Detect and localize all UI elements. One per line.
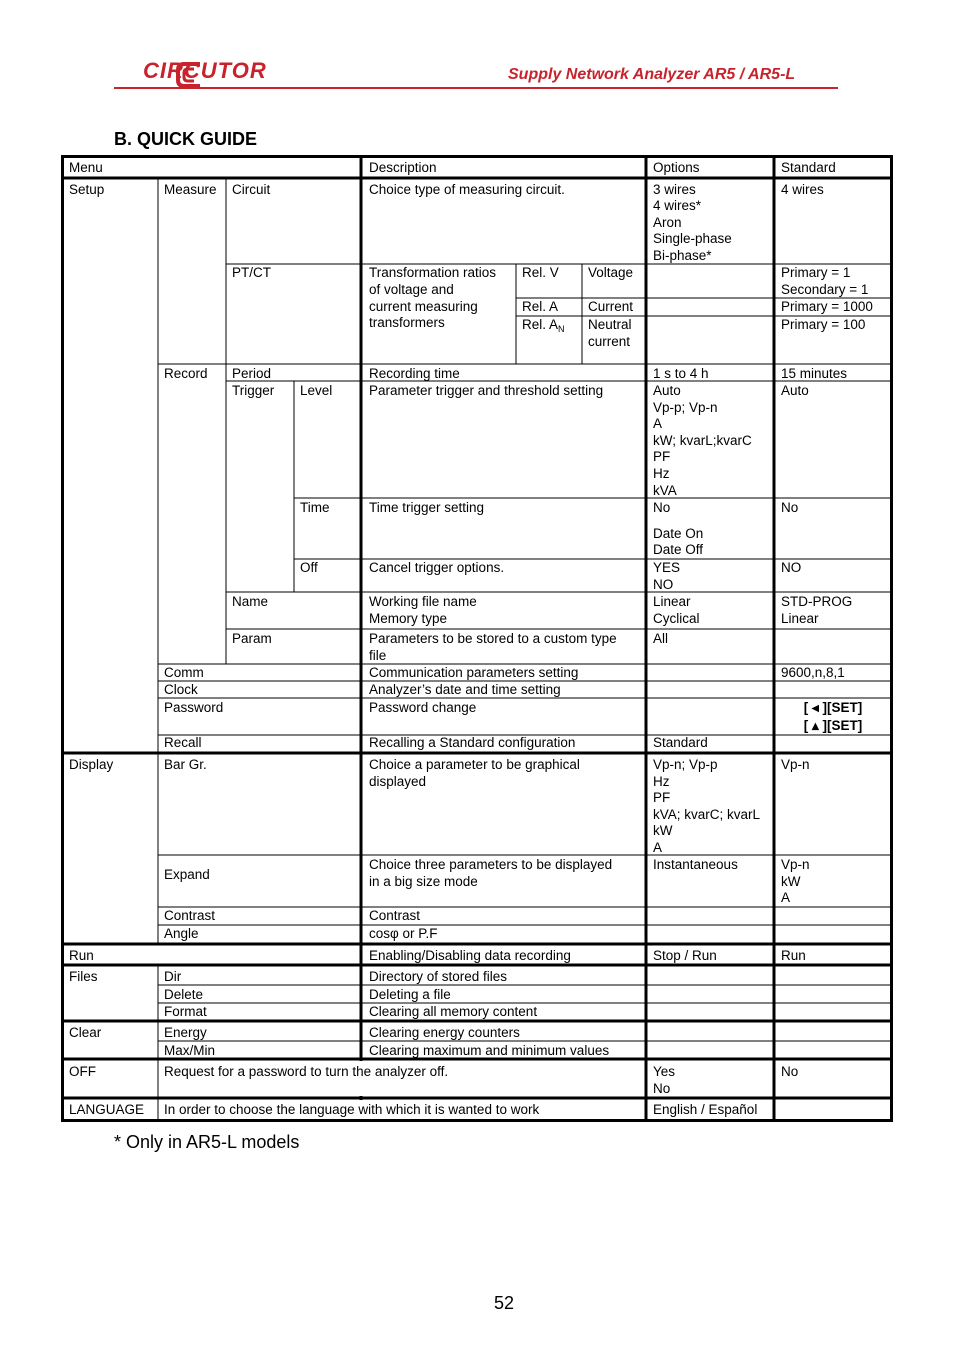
name-description: Working file name: [369, 594, 477, 609]
ptct-description: transformers: [369, 315, 445, 330]
password-description: Password change: [369, 700, 477, 715]
menu-contrast: Contrast: [164, 908, 216, 923]
rel-v-standard: Primary = 1: [781, 265, 851, 280]
circuit-option: Bi-phase*: [653, 248, 712, 263]
name-standard: STD-PROG: [781, 594, 853, 609]
level-description: Parameter trigger and threshold setting: [369, 383, 604, 398]
time-option: Date Off: [653, 542, 704, 557]
param-options: All: [653, 631, 669, 646]
off-trigger-option: NO: [653, 577, 674, 592]
menu-comm: Comm: [164, 665, 204, 680]
period-description: Recording time: [369, 366, 460, 381]
bargr-description: displayed: [369, 774, 427, 789]
document-title: Supply Network Analyzer AR5 / AR5-L: [508, 66, 796, 83]
param-description: file: [369, 648, 387, 663]
bargr-option: Vp-n; Vp-p: [653, 757, 718, 772]
quick-guide-table-grid: [61, 155, 893, 1122]
time-option: Date On: [653, 526, 704, 541]
name-standard: Linear: [781, 611, 819, 626]
circuit-option: Single-phase: [653, 231, 732, 246]
menu-period: Period: [232, 366, 272, 381]
menu-maxmin: Max/Min: [164, 1043, 216, 1058]
menu-files: Files: [69, 969, 98, 984]
menu-ptct: PT/CT: [232, 265, 271, 280]
run-description: Enabling/Disabling data recording: [369, 948, 571, 963]
name-option: Linear: [653, 594, 691, 609]
bargr-description: Choice a parameter to be graphical: [369, 757, 580, 772]
rel-a-current: Current: [588, 299, 634, 314]
page-number: 52: [494, 1293, 515, 1313]
format-description: Clearing all memory content: [369, 1004, 538, 1019]
password-standard: [ ▴ ][SET]: [803, 718, 863, 733]
bargr-standard: Vp-n: [781, 757, 810, 772]
off-trigger-standard: NO: [781, 560, 802, 575]
circuit-option: 4 wires*: [653, 198, 702, 213]
circuit-description: Choice type of measuring circuit.: [369, 182, 565, 197]
menu-setup: Setup: [69, 182, 105, 197]
menu-measure: Measure: [164, 182, 217, 197]
energy-description: Clearing energy counters: [369, 1025, 520, 1040]
ptct-description: current measuring: [369, 299, 478, 314]
period-standard: 15 minutes: [781, 366, 848, 381]
menu-level: Level: [300, 383, 333, 398]
level-option: kW; kvarL;kvarC: [653, 433, 752, 448]
rel-a-standard: Primary = 1000: [781, 299, 873, 314]
bargr-option: Hz: [653, 774, 670, 789]
expand-description: Choice three parameters to be displayed: [369, 857, 613, 872]
level-option: Hz: [653, 466, 670, 481]
menu-dir: Dir: [164, 969, 182, 984]
time-standard: No: [781, 500, 799, 515]
recall-description: Recalling a Standard configuration: [369, 735, 576, 750]
menu-off-trigger: Off: [300, 560, 318, 575]
menu-clock: Clock: [164, 682, 198, 697]
circuit-option: 3 wires: [653, 182, 696, 197]
menu-circuit: Circuit: [232, 182, 271, 197]
comm-description: Communication parameters setting: [369, 665, 579, 680]
rel-v-voltage: Voltage: [588, 265, 634, 280]
rel-a: Rel. A: [522, 299, 559, 314]
section-title: B. QUICK GUIDE: [114, 129, 258, 149]
menu-clear: Clear: [69, 1025, 102, 1040]
maxmin-description: Clearing maximum and minimum values: [369, 1043, 610, 1058]
language-options: English / Español: [653, 1102, 758, 1117]
bargr-option: PF: [653, 790, 671, 805]
menu-bargr: Bar Gr.: [164, 757, 207, 772]
run-options: Stop / Run: [653, 948, 717, 963]
bargr-option: kW: [653, 823, 673, 838]
menu-time: Time: [300, 500, 330, 515]
period-options: 1 s to 4 h: [653, 366, 709, 381]
bargr-option: kVA; kvarC; kvarL: [653, 807, 761, 822]
off-trigger-description: Cancel trigger options.: [369, 560, 505, 575]
off-description: Request for a password to turn the analyzer off.: [164, 1064, 449, 1079]
off-option: Yes: [653, 1064, 676, 1079]
dir-description: Directory of stored files: [369, 969, 508, 984]
menu-trigger: Trigger: [232, 383, 275, 398]
delete-description: Deleting a file: [369, 987, 451, 1002]
ptct-description: of voltage and: [369, 282, 454, 297]
time-option: No: [653, 500, 671, 515]
menu-format: Format: [164, 1004, 207, 1019]
header-menu: Menu: [69, 160, 103, 175]
run-standard: Run: [781, 948, 806, 963]
expand-options: Instantaneous: [653, 857, 738, 872]
level-option: Auto: [653, 383, 681, 398]
menu-run: Run: [69, 948, 94, 963]
header-options: Options: [653, 160, 700, 175]
level-option: kVA: [653, 483, 677, 498]
header-description: Description: [369, 160, 437, 175]
param-description: Parameters to be stored to a custom type: [369, 631, 617, 646]
merge-cover-run: [156, 946, 161, 963]
recall-options: Standard: [653, 735, 708, 750]
expand-standard: A: [781, 890, 791, 905]
rel-an-standard: Primary = 100: [781, 317, 866, 332]
circuit-option: Aron: [653, 215, 682, 230]
bargr-option: A: [653, 840, 663, 855]
password-standard: [ ◂ ][SET]: [803, 700, 863, 715]
ptct-description: Transformation ratios: [369, 265, 497, 280]
name-option: Cyclical: [653, 611, 700, 626]
header-standard: Standard: [781, 160, 836, 175]
menu-delete: Delete: [164, 987, 204, 1002]
menu-password: Password: [164, 700, 224, 715]
menu-record: Record: [164, 366, 208, 381]
header-rule: [114, 87, 838, 89]
menu-language: LANGUAGE: [69, 1102, 145, 1117]
language-description: In order to choose the language with which it is wanted to work: [164, 1102, 540, 1117]
off-standard: No: [781, 1064, 799, 1079]
expand-standard: kW: [781, 874, 801, 889]
off-option: No: [653, 1081, 671, 1096]
angle-description: cosφ or P.F: [369, 926, 438, 941]
menu-energy: Energy: [164, 1025, 207, 1040]
circuit-standard: 4 wires: [781, 182, 824, 197]
rel-v: Rel. V: [522, 265, 559, 280]
menu-off: OFF: [69, 1064, 96, 1079]
level-option: Vp-p; Vp-n: [653, 400, 718, 415]
comm-standard: 9600,n,8,1: [781, 665, 845, 680]
expand-description: in a big size mode: [369, 874, 478, 889]
time-description: Time trigger setting: [369, 500, 485, 515]
level-option: PF: [653, 449, 671, 464]
menu-name: Name: [232, 594, 269, 609]
rel-v-standard: Secondary = 1: [781, 282, 869, 297]
menu-display: Display: [69, 757, 114, 772]
rel-an: Rel. $A_N$: [522, 317, 565, 334]
footnote: * Only in AR5-L models: [114, 1132, 300, 1152]
expand-standard: Vp-n: [781, 857, 810, 872]
rel-an-neutral: current: [588, 334, 631, 349]
level-option: A: [653, 416, 663, 431]
menu-expand: Expand: [164, 867, 210, 882]
menu-angle: Angle: [164, 926, 199, 941]
name-description: Memory type: [369, 611, 448, 626]
menu-param: Param: [232, 631, 272, 646]
clock-description: Analyzer’s date and time setting: [369, 682, 561, 697]
brand-name: CIRCUTOR: [143, 58, 267, 83]
menu-recall: Recall: [164, 735, 202, 750]
contrast-description: Contrast: [369, 908, 421, 923]
quick-guide-table: [61, 155, 893, 1122]
off-trigger-option: YES: [653, 560, 681, 575]
rel-an-neutral: Neutral: [588, 317, 632, 332]
level-standard: Auto: [781, 383, 809, 398]
